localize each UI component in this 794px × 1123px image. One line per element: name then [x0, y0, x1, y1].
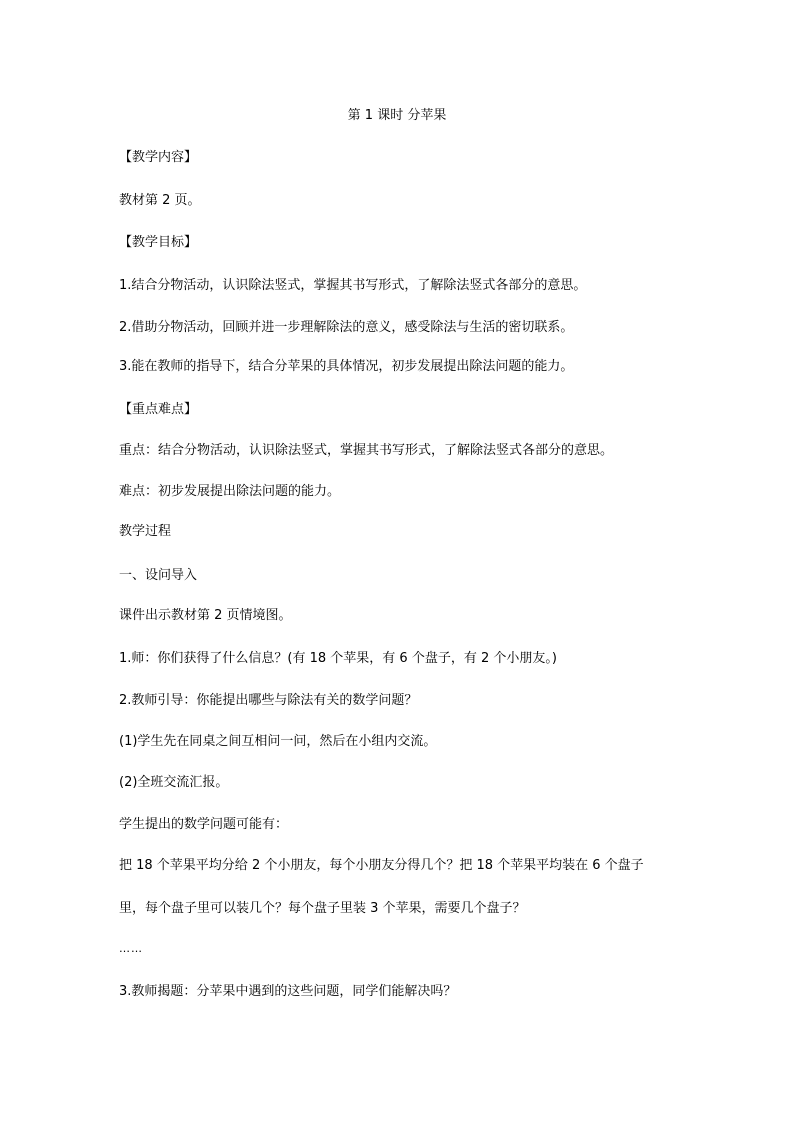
goal-item-1: 1.结合分物活动，认识除法竖式，掌握其书写形式，了解除法竖式各部分的意思。 [119, 278, 587, 293]
process-subitem-1: (1)学生先在同桌之间互相问一问，然后在小组内交流。 [119, 734, 437, 749]
section-heading-teaching-goals: 【教学目标】 [119, 235, 198, 250]
key-point-paragraph: 重点：结合分物活动，认识除法竖式，掌握其书写形式，了解除法竖式各部分的意思。 [119, 443, 614, 458]
paragraph-possible-questions-line-2: 里，每个盘子里可以装几个？每个盘子里装 3 个苹果，需要几个盘子？ [119, 901, 526, 916]
goal-item-2: 2.借助分物活动，回顾并进一步理解除法的意义，感受除法与生活的密切联系。 [119, 320, 574, 335]
process-item-2: 2.教师引导：你能提出哪些与除法有关的数学问题？ [119, 693, 418, 708]
subheading-question-intro: 一、设问导入 [119, 568, 198, 583]
difficult-point-paragraph: 难点：初步发展提出除法问题的能力。 [119, 484, 341, 499]
lesson-title: 第 1 课时 分苹果 [347, 108, 447, 123]
section-heading-key-difficult-points: 【重点难点】 [119, 402, 198, 417]
ellipsis: …… [119, 942, 143, 955]
section-heading-teaching-process: 教学过程 [119, 524, 172, 539]
process-subitem-2: (2)全班交流汇报。 [119, 775, 229, 790]
process-item-1: 1.师：你们获得了什么信息？(有 18 个苹果，有 6 个盘子，有 2 个小朋友。) [119, 651, 557, 666]
paragraph-possible-questions-line-1: 把 18 个苹果平均分给 2 个小朋友，每个小朋友分得几个？把 18 个苹果平均装在 6 个盘子 [119, 858, 644, 873]
process-item-3: 3.教师揭题：分苹果中遇到的这些问题，同学们能解决吗？ [119, 984, 457, 999]
paragraph-textbook-page: 教材第 2 页。 [119, 193, 201, 208]
section-heading-teaching-content: 【教学内容】 [119, 150, 198, 165]
paragraph-courseware-display: 课件出示教材第 2 页情境图。 [119, 608, 292, 623]
paragraph-possible-questions-intro: 学生提出的数学问题可能有： [119, 817, 289, 832]
goal-item-3: 3.能在教师的指导下，结合分苹果的具体情况，初步发展提出除法问题的能力。 [119, 359, 574, 374]
